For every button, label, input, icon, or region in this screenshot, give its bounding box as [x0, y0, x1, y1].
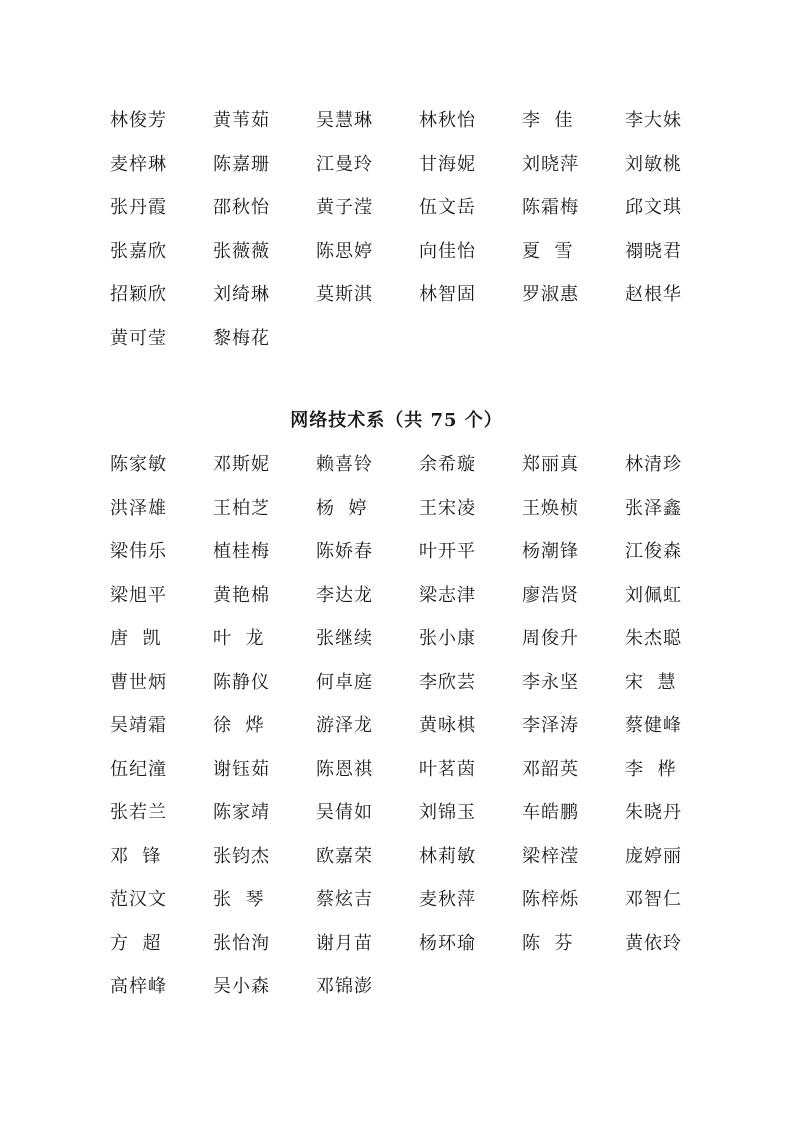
name-entry: 叶 龙: [213, 628, 265, 649]
name-entry: 吴慧琳: [316, 110, 373, 131]
name-entry: 林秋怡: [419, 110, 476, 131]
name-entry: 江俊森: [625, 541, 682, 562]
name-entry: 陈嘉珊: [213, 153, 270, 175]
name-entry: 林莉敏: [419, 845, 476, 867]
name-entry: 宋 慧: [625, 671, 677, 693]
name-entry: 谢钰茹: [213, 758, 270, 780]
name-entry: 黄咏棋: [419, 715, 476, 736]
name-entry: 莫斯淇: [316, 284, 373, 305]
name-entry: 叶茗茵: [419, 758, 476, 780]
name-entry: 江曼玲: [316, 153, 373, 175]
name-entry: 招颖欣: [110, 284, 167, 305]
name-entry: 车皓鹏: [522, 802, 579, 823]
name-list-network-dept: [110, 443, 730, 1009]
name-entry: 郑丽真: [522, 454, 579, 475]
name-entry: 张薇薇: [213, 240, 270, 262]
name-entry: 蔡健峰: [625, 715, 682, 736]
name-entry: 张 琴: [213, 889, 265, 910]
name-entry: 植桂梅: [213, 541, 270, 562]
name-entry: 罗淑惠: [522, 284, 579, 305]
name-entry: 梁梓滢: [522, 845, 579, 867]
name-entry: 朱杰聪: [625, 628, 682, 649]
name-entry: 赵根华: [625, 284, 682, 305]
name-entry: 范汉文: [110, 889, 167, 910]
name-entry: 林清珍: [625, 454, 682, 475]
name-entry: 余希璇: [419, 454, 476, 475]
name-entry: 陈恩祺: [316, 758, 373, 780]
name-entry: 唐 凯: [110, 628, 162, 649]
name-entry: 张小康: [419, 628, 476, 649]
name-entry: 陈家敏: [110, 454, 167, 475]
name-entry: 蔡炫吉: [316, 889, 373, 910]
name-entry: 邵秋怡: [213, 197, 270, 218]
name-entry: 禤晓君: [625, 240, 682, 262]
name-entry: 周俊升: [522, 628, 579, 649]
name-entry: 叶开平: [419, 541, 476, 562]
name-entry: 邓智仁: [625, 889, 682, 910]
name-entry: 刘佩虹: [625, 584, 682, 606]
name-entry: 陈静仪: [213, 671, 270, 693]
name-entry: 吴小森: [213, 976, 270, 997]
name-entry: 邱文琪: [625, 197, 682, 218]
name-entry: 甘海妮: [419, 153, 476, 175]
name-entry: 邓锦澎: [316, 976, 373, 997]
name-entry: 赖喜铃: [316, 454, 373, 475]
name-entry: 吴倩如: [316, 802, 373, 823]
name-entry: 高梓峰: [110, 976, 167, 997]
name-entry: 梁伟乐: [110, 541, 167, 562]
name-entry: 李达龙: [316, 584, 373, 606]
name-entry: 刘晓萍: [522, 153, 579, 175]
name-entry: 梁旭平: [110, 584, 167, 606]
name-entry: 陈家靖: [213, 802, 270, 823]
name-entry: 王柏芝: [213, 497, 270, 519]
section-heading-network-dept: 网络技术系（共 75 个）: [290, 410, 503, 431]
name-entry: 伍纪潼: [110, 758, 167, 780]
name-entry: 杨 婷: [316, 497, 368, 519]
name-entry: 徐 烨: [213, 715, 265, 736]
name-entry: 林智固: [419, 284, 476, 305]
name-entry: 朱晓丹: [625, 802, 682, 823]
name-entry: 杨环瑜: [419, 932, 476, 954]
name-entry: 张若兰: [110, 802, 167, 823]
name-entry: 庞婷丽: [625, 845, 682, 867]
name-entry: 刘锦玉: [419, 802, 476, 823]
name-entry: 廖浩贤: [522, 584, 579, 606]
name-entry: 邓斯妮: [213, 454, 270, 475]
name-entry: 黄可莹: [110, 327, 167, 349]
name-entry: 曹世炳: [110, 671, 167, 693]
name-entry: 麦秋萍: [419, 889, 476, 910]
name-entry: 张继续: [316, 628, 373, 649]
name-entry: 陈娇春: [316, 541, 373, 562]
name-entry: 黄艳棉: [213, 584, 270, 606]
name-entry: 陈霜梅: [522, 197, 579, 218]
name-entry: 王焕桢: [522, 497, 579, 519]
name-entry: 张嘉欣: [110, 240, 167, 262]
name-entry: 刘敏桃: [625, 153, 682, 175]
name-entry: 邓 锋: [110, 845, 162, 867]
name-entry: 夏 雪: [522, 240, 574, 262]
name-entry: 邓韶英: [522, 758, 579, 780]
name-entry: 陈思婷: [316, 240, 373, 262]
name-entry: 黄依玲: [625, 932, 682, 954]
name-entry: 林俊芳: [110, 110, 167, 131]
name-entry: 游泽龙: [316, 715, 373, 736]
name-entry: 张丹霞: [110, 197, 167, 218]
name-entry: 李大妹: [625, 110, 682, 131]
name-entry: 张怡洵: [213, 932, 270, 954]
name-entry: 黎梅花: [213, 327, 270, 349]
name-entry: 伍文岳: [419, 197, 476, 218]
name-entry: 王宋凌: [419, 497, 476, 519]
name-list-group-one: [110, 99, 730, 360]
name-entry: 李永坚: [522, 671, 579, 693]
name-entry: 李 桦: [625, 758, 677, 780]
name-entry: 欧嘉荣: [316, 845, 373, 867]
name-entry: 黄子滢: [316, 197, 373, 218]
name-entry: 李 佳: [522, 110, 574, 131]
name-entry: 何卓庭: [316, 671, 373, 693]
name-entry: 黄苇茹: [213, 110, 270, 131]
name-entry: 吴靖霜: [110, 715, 167, 736]
name-entry: 张泽鑫: [625, 497, 682, 519]
name-entry: 刘绮琳: [213, 284, 270, 305]
name-entry: 麦梓琳: [110, 153, 167, 175]
name-entry: 陈 芬: [522, 932, 574, 954]
name-entry: 李欣芸: [419, 671, 476, 693]
name-entry: 张钧杰: [213, 845, 270, 867]
name-entry: 谢月苗: [316, 932, 373, 954]
name-entry: 洪泽雄: [110, 497, 167, 519]
name-entry: 陈梓烁: [522, 889, 579, 910]
name-entry: 方 超: [110, 932, 162, 954]
name-entry: 李泽涛: [522, 715, 579, 736]
name-entry: 向佳怡: [419, 240, 476, 262]
name-entry: 杨潮锋: [522, 541, 579, 562]
name-entry: 梁志津: [419, 584, 476, 606]
